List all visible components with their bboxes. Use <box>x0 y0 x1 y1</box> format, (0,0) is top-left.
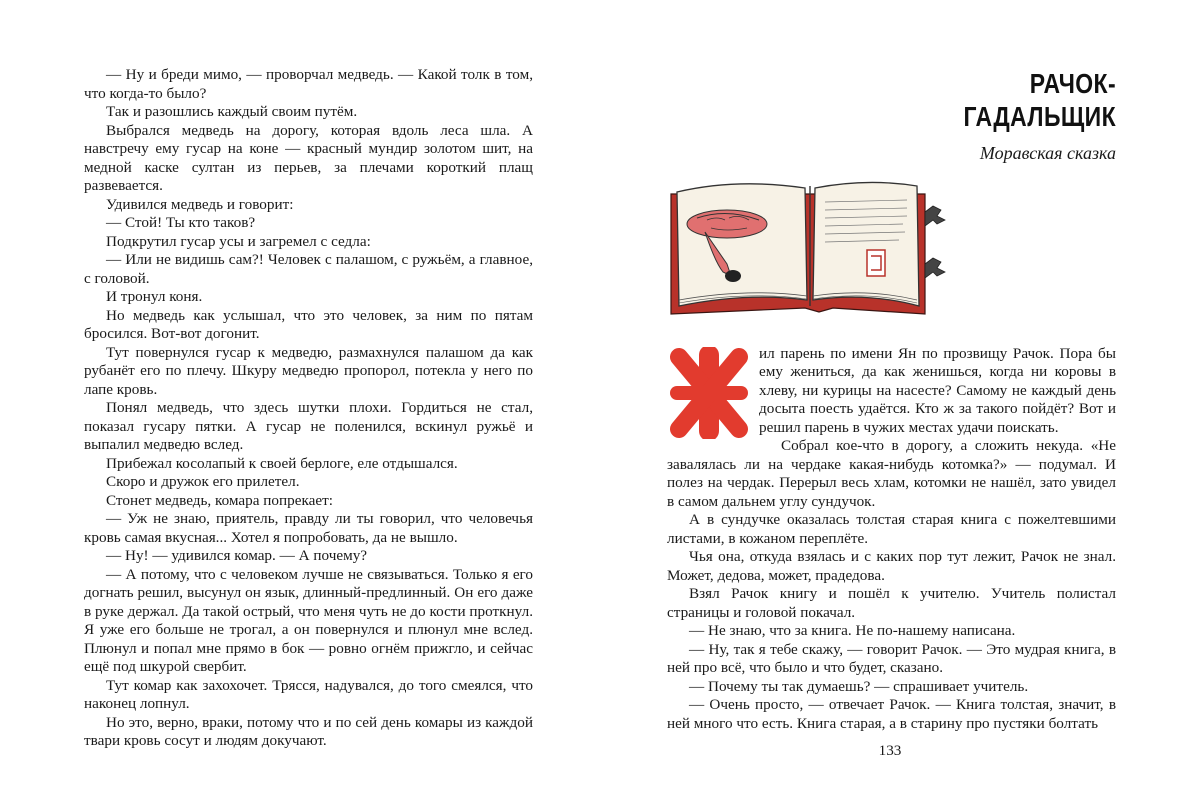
paragraph: — Очень просто, — отвечает Рачок. — Книга толстая, значит, в ней много что есть. Книга старая, а в старину про пустяки болтать <box>667 696 1116 732</box>
story-subtitle: Моравская сказка <box>979 143 1116 163</box>
paragraph: А в сундучке оказалась толстая старая книга с пожелтевшими листами, в кожаном переплёте. <box>667 511 1116 547</box>
paragraph: Удивился медведь и говорит: <box>106 195 294 213</box>
paragraph: — Уж не знаю, приятель, правду ли ты говорил, что человечья кровь самая вкусная... Хотел я попробовать, да не вышло. <box>84 510 533 546</box>
paragraph: — Ну, так я тебе скажу, — говорит Рачок. — Это мудрая книга, в ней про всё, что было и что будет, сказано. <box>667 640 1116 676</box>
dropcap-zhe <box>667 347 751 439</box>
paragraph: — Ну и бреди мимо, — проворчал медведь. — Какой толк в том, что когда-то было? <box>84 66 533 102</box>
paragraph: Но это, верно, враки, потому что и по сей день комары из каждой твари кровь сосут и людям докучают. <box>84 713 533 749</box>
paragraph: Чья она, откуда взялась и с каких пор тут лежит, Рачок не знал. Может, дедова, может, прадедова. <box>667 548 1116 584</box>
paragraph: И тронул коня. <box>106 288 203 305</box>
paragraph: — Почему ты так думаешь? — спрашивает учитель. <box>689 677 1029 695</box>
left-page <box>84 66 533 751</box>
paragraph: Прибежал косолапый к своей берлоге, еле отдышался. <box>106 454 458 472</box>
story-body <box>667 345 1116 734</box>
story-title-line-2: ГАДАЛЬЩИК <box>963 101 1116 132</box>
paragraph: Стонет медведь, комара попрекает: <box>106 491 333 509</box>
story-title-line-1: РАЧОК- <box>1029 68 1116 99</box>
paragraph: Взял Рачок книгу и пошёл к учителю. Учитель полистал страницы и головой покачал. <box>667 585 1116 621</box>
paragraph: Но медведь как услышал, что это человек, за ним по пятам бросился. Вот-вот догонит. <box>84 306 533 342</box>
paragraph: — Не знаю, что за книга. Не по-нашему написана. <box>689 622 1016 639</box>
paragraph: Понял медведь, что здесь шутки плохи. Гордиться не стал, показал гусару пятки. А гусар не поленился, вскинул ружьё и выпалил медведю вслед. <box>84 399 533 453</box>
paragraph: Так и разошлись каждый своим путём. <box>106 103 358 120</box>
paragraph: Тут комар как захохочет. Трясся, надувался, до того смеялся, что наконец лопнул. <box>84 676 533 712</box>
open-book-illustration <box>667 172 957 322</box>
paragraph: Тут повернулся гусар к медведю, размахнулся палашом да как рубанёт его по плечу. Шкуру медведю пропорол, потекла у него по лапе кровь. <box>84 343 533 398</box>
paragraph: — Ну! — удивился комар. — А почему? <box>106 547 368 564</box>
paragraph: Собрал кое-что в дорогу, а сложить некуда. «Не завалялась ли на чердаке какая-нибудь котомка?» — подумал. И полез на чердак. Перерыл весь хлам, котомки не нашёл, зато увидел в самом дальнем углу сундучок. <box>667 437 1116 510</box>
paragraph: Выбрался медведь на дорогу, которая вдоль леса шла. А навстречу ему гусар на коне — красный мундир золотом шит, на медной каске султан из перьев, за плечами короткий плащ развевается. <box>84 121 533 194</box>
paragraph: — Или не видишь сам?! Человек с палашом, с ружьём, а главное, с головой. <box>84 251 533 287</box>
first-paragraph <box>667 345 1116 438</box>
page-number: 133 <box>878 742 902 759</box>
paragraph: ил парень по имени Ян по прозвищу Рачок. Пора бы ему жениться, да как женишься, когда ни коровы в хлеву, ни курицы на насесте? Самому не каждый день досыта поесть удаётся. Кто ж за такого пойдёт? Вот и решил парень в чужих местах удачи поискать. <box>759 344 1116 436</box>
paragraph: — А потому, что с человеком лучше не связываться. Только я его догнать решил, высунул он язык, длинный-предлинный. Он его даже в руке держал. Да такой острый, что меня чуть не до кости проткнул. Я уже его больше не трогал, а он повернулся и плюнул мне вслед. Плюнул и попал мне прямо в бок — ровно огнём прижгло, и сейчас ещё под шкурой свербит. <box>84 565 533 675</box>
paragraph: — Стой! Ты кто таков? <box>106 214 256 231</box>
paragraph: Подкрутил гусар усы и загремел с седла: <box>106 232 371 250</box>
paragraph: Скоро и дружок его прилетел. <box>106 473 300 490</box>
right-page <box>667 66 1116 733</box>
